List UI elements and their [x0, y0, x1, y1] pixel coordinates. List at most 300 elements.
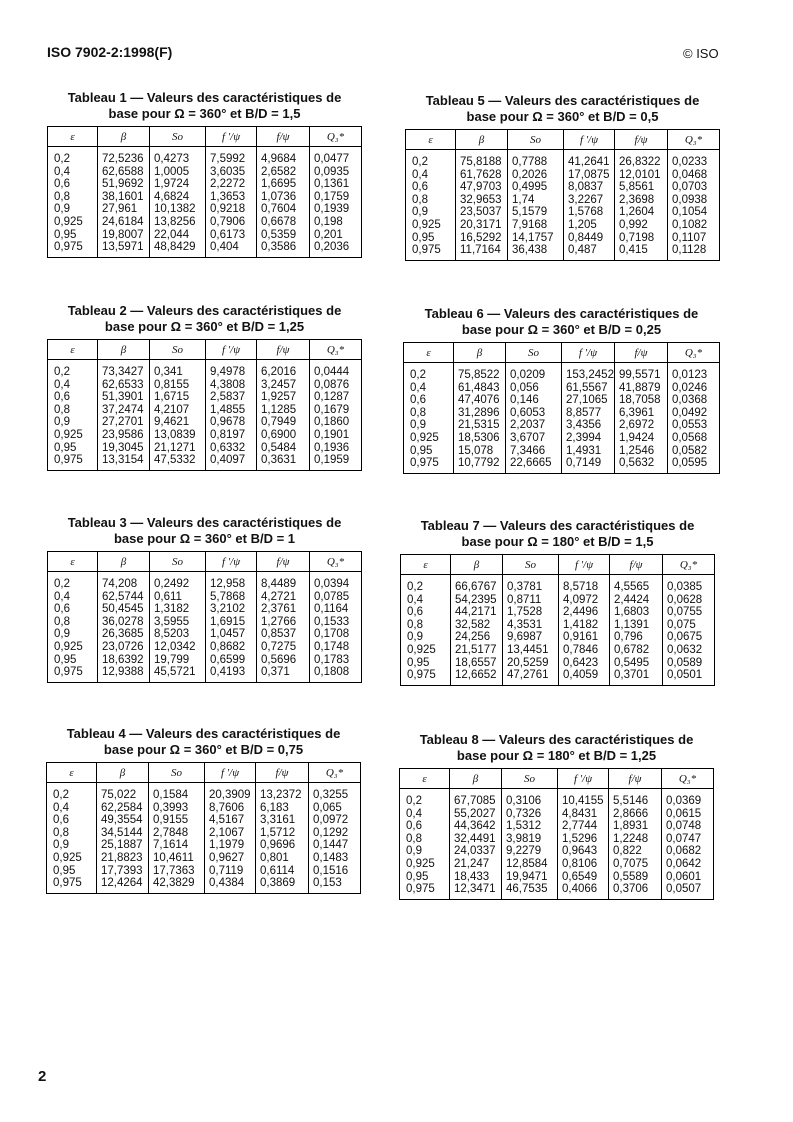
table-cell: 0,992	[615, 219, 668, 232]
table-cell: 0,7788	[508, 150, 564, 169]
table-cell: 2,3698	[615, 194, 668, 207]
table-cell: 46,7535	[502, 883, 558, 899]
column-header: f ′/ψ	[562, 343, 615, 363]
table-cell: 1,2546	[614, 445, 667, 458]
table-cell: 47,2761	[503, 669, 559, 685]
table-cell: 0,198	[310, 216, 362, 229]
column-header: f ′/ψ	[564, 130, 615, 150]
table-cell: 18,6557	[451, 657, 503, 670]
table-row	[48, 166, 362, 179]
table-cell: 0,1959	[310, 454, 362, 470]
table-cell: 17,7393	[97, 865, 149, 878]
column-header: β	[98, 340, 150, 360]
table-cell: 0,0582	[667, 445, 719, 458]
table-cell: 0,6	[48, 178, 98, 191]
table-row	[401, 657, 715, 670]
table-cell: 0,4384	[205, 877, 256, 893]
table-header-row	[401, 555, 715, 575]
table-header-row	[48, 340, 362, 360]
table-cell: 0,8106	[558, 858, 609, 871]
column-header: So	[150, 552, 206, 572]
table-cell: 51,9692	[98, 178, 150, 191]
table-cell: 0,3706	[609, 883, 662, 899]
table-caption-line1: Tableau 3 — Valeurs des caractéristiques de	[67, 515, 342, 530]
column-header: β	[451, 555, 503, 575]
table-cell: 0,4	[401, 594, 451, 607]
table-cell: 0,3631	[257, 454, 310, 470]
table-cell: 0,0568	[667, 432, 719, 445]
table-cell: 1,5768	[564, 206, 615, 219]
table-cell: 9,6987	[503, 631, 559, 644]
table-cell: 0,0492	[667, 407, 719, 420]
table-cell: 0,7149	[562, 457, 615, 473]
table-cell: 1,5296	[558, 833, 609, 846]
table-cell: 13,8256	[150, 216, 206, 229]
column-header: β	[98, 552, 150, 572]
table-row	[406, 150, 720, 169]
table-cell: 0,0938	[668, 194, 720, 207]
table-cell: 12,6652	[451, 669, 503, 685]
table-cell: 23,5037	[456, 206, 508, 219]
column-header: Q₃*	[310, 127, 362, 147]
table-cell: 0,9696	[256, 839, 309, 852]
table-caption-line1: Tableau 5 — Valeurs des caractéristiques de	[425, 93, 700, 108]
table-cell: 22,044	[150, 229, 206, 242]
table-block	[403, 306, 720, 474]
table-header-row	[400, 769, 714, 789]
table-cell: 0,8	[404, 407, 454, 420]
data-table	[399, 768, 714, 900]
table-cell: 66,6767	[451, 575, 503, 594]
table-row	[48, 628, 362, 641]
table-cell: 23,9586	[98, 429, 150, 442]
table-row	[404, 382, 720, 395]
table-cell: 1,0457	[206, 628, 257, 641]
table-cell: 0,0755	[663, 606, 715, 619]
column-header: Q₃*	[662, 769, 714, 789]
table-cell: 32,9653	[456, 194, 508, 207]
table-cell: 0,0233	[668, 150, 720, 169]
table-cell: 0,8	[47, 827, 97, 840]
table-cell: 0,4	[48, 591, 98, 604]
table-cell: 0,1533	[310, 616, 362, 629]
table-cell: 0,3701	[610, 669, 663, 685]
column-header: So	[150, 127, 206, 147]
table-cell: 3,6035	[206, 166, 257, 179]
table-cell: 61,4843	[454, 382, 506, 395]
table-cell: 0,0748	[662, 820, 714, 833]
table-cell: 2,2272	[206, 178, 257, 191]
table-cell: 0,925	[400, 858, 450, 871]
table-cell: 0,4	[47, 802, 97, 815]
table-cell: 19,3045	[98, 442, 150, 455]
table-cell: 0,0369	[662, 789, 714, 808]
table-cell: 0,415	[615, 244, 668, 260]
table-row	[47, 852, 361, 865]
table-cell: 3,6707	[506, 432, 562, 445]
table-cell: 0,6	[406, 181, 456, 194]
table-cell: 0,3106	[502, 789, 558, 808]
column-header: f/ψ	[614, 343, 667, 363]
table-cell: 2,1067	[205, 827, 256, 840]
table-cell: 1,4855	[206, 404, 257, 417]
table-cell: 0,075	[663, 619, 715, 632]
table-cell: 1,1979	[205, 839, 256, 852]
table-cell: 5,5146	[609, 789, 662, 808]
table-row	[401, 669, 715, 685]
table-cell: 0,822	[609, 845, 662, 858]
table-cell: 0,1901	[310, 429, 362, 442]
table-cell: 0,0876	[310, 379, 362, 392]
table-cell: 8,5718	[559, 575, 610, 594]
table-cell: 19,9471	[502, 871, 558, 884]
table-row	[404, 394, 720, 407]
table-cell: 1,6715	[150, 391, 206, 404]
table-cell: 0,7075	[609, 858, 662, 871]
table-header-row	[47, 763, 361, 783]
table-cell: 50,4545	[98, 603, 150, 616]
table-cell: 0,056	[506, 382, 562, 395]
table-cell: 26,3685	[98, 628, 150, 641]
table-cell: 51,3901	[98, 391, 150, 404]
table-cell: 2,3761	[257, 603, 310, 616]
table-caption	[403, 306, 720, 338]
table-row	[400, 789, 714, 808]
table-cell: 0,7275	[257, 641, 310, 654]
table-cell: 0,4995	[508, 181, 564, 194]
table-row	[48, 641, 362, 654]
table-cell: 44,2171	[451, 606, 503, 619]
table-cell: 4,0972	[559, 594, 610, 607]
table-cell: 8,5203	[150, 628, 206, 641]
table-cell: 0,0394	[310, 572, 362, 591]
table-cell: 0,8	[401, 619, 451, 632]
table-cell: 1,205	[564, 219, 615, 232]
table-cell: 55,2027	[450, 808, 502, 821]
table-cell: 0,925	[47, 852, 97, 865]
table-cell: 2,6972	[614, 419, 667, 432]
table-cell: 4,5565	[610, 575, 663, 594]
table-cell: 0,2	[48, 147, 98, 166]
table-caption-line1: Tableau 1 — Valeurs des caractéristiques de	[67, 90, 342, 105]
table-cell: 12,0342	[150, 641, 206, 654]
table-cell: 0,065	[309, 802, 361, 815]
table-row	[47, 802, 361, 815]
table-cell: 36,0278	[98, 616, 150, 629]
table-cell: 13,5971	[98, 241, 150, 257]
table-cell: 0,6173	[206, 229, 257, 242]
table-caption	[400, 518, 715, 550]
table-cell: 2,5837	[206, 391, 257, 404]
table-cell: 0,95	[48, 442, 98, 455]
table-cell: 0,0628	[663, 594, 715, 607]
table-cell: 0,95	[400, 871, 450, 884]
table-cell: 0,9678	[206, 416, 257, 429]
table-caption-line2: base pour Ω = 360° et B/D = 1	[113, 531, 296, 546]
document-reference: ISO 7902-2:1998(F)	[47, 44, 173, 60]
table-cell: 6,183	[256, 802, 309, 815]
data-table	[405, 129, 720, 261]
table-cell: 24,0337	[450, 845, 502, 858]
table-cell: 0,975	[404, 457, 454, 473]
table-cell: 6,2016	[257, 360, 310, 379]
table-cell: 0,611	[150, 591, 206, 604]
table-header-row	[48, 127, 362, 147]
table-cell: 38,1601	[98, 191, 150, 204]
table-cell: 1,7528	[503, 606, 559, 619]
table-cell: 0,0747	[662, 833, 714, 846]
table-cell: 12,0101	[615, 169, 668, 182]
table-cell: 0,8537	[257, 628, 310, 641]
column-header: ε	[48, 340, 98, 360]
table-block	[47, 515, 362, 683]
table-cell: 7,1614	[149, 839, 205, 852]
table-cell: 45,5721	[150, 666, 206, 682]
table-cell: 0,0632	[663, 644, 715, 657]
table-row	[400, 858, 714, 871]
table-cell: 0,6599	[206, 654, 257, 667]
table-cell: 0,2	[404, 363, 454, 382]
table-cell: 5,1579	[508, 206, 564, 219]
table-caption-line2: base pour Ω = 360° et B/D = 0,25	[461, 322, 662, 337]
table-cell: 0,6900	[257, 429, 310, 442]
table-cell: 0,1759	[310, 191, 362, 204]
table-cell: 4,2721	[257, 591, 310, 604]
column-header: ε	[401, 555, 451, 575]
table-cell: 41,8879	[614, 382, 667, 395]
table-block	[47, 90, 362, 258]
table-cell: 0,95	[401, 657, 451, 670]
column-header: f/ψ	[256, 763, 309, 783]
table-cell: 12,8584	[502, 858, 558, 871]
table-cell: 0,0468	[668, 169, 720, 182]
table-cell: 7,5992	[206, 147, 257, 166]
table-cell: 0,1808	[310, 666, 362, 682]
table-cell: 75,8188	[456, 150, 508, 169]
table-cell: 25,1887	[97, 839, 149, 852]
table-cell: 62,5744	[98, 591, 150, 604]
table-cell: 0,0589	[663, 657, 715, 670]
table-cell: 0,404	[206, 241, 257, 257]
column-header: So	[503, 555, 559, 575]
table-cell: 0,2	[401, 575, 451, 594]
table-cell: 61,7628	[456, 169, 508, 182]
table-cell: 0,487	[564, 244, 615, 260]
table-cell: 1,9424	[614, 432, 667, 445]
table-cell: 0,4	[48, 379, 98, 392]
table-cell: 0,9	[48, 203, 98, 216]
table-cell: 0,975	[48, 666, 98, 682]
table-row	[48, 654, 362, 667]
table-cell: 0,153	[309, 877, 361, 893]
column-header: Q₃*	[310, 552, 362, 572]
table-row	[406, 244, 720, 260]
table-cell: 26,8322	[615, 150, 668, 169]
table-cell: 1,0736	[257, 191, 310, 204]
table-cell: 1,6695	[257, 178, 310, 191]
table-cell: 0,9	[47, 839, 97, 852]
column-header: ε	[48, 127, 98, 147]
table-cell: 1,9724	[150, 178, 206, 191]
table-row	[401, 644, 715, 657]
table-cell: 47,9703	[456, 181, 508, 194]
table-cell: 1,4182	[559, 619, 610, 632]
table-cell: 0,9	[400, 845, 450, 858]
table-cell: 0,9	[406, 206, 456, 219]
table-row	[48, 360, 362, 379]
table-cell: 18,6392	[98, 654, 150, 667]
table-cell: 0,8	[48, 404, 98, 417]
table-cell: 0,1483	[309, 852, 361, 865]
table-cell: 22,6665	[506, 457, 562, 473]
table-cell: 0,7119	[205, 865, 256, 878]
table-cell: 0,5495	[610, 657, 663, 670]
table-cell: 0,0972	[309, 814, 361, 827]
table-cell: 0,0477	[310, 147, 362, 166]
table-cell: 27,1065	[562, 394, 615, 407]
table-cell: 153,2452	[562, 363, 615, 382]
data-table	[403, 342, 720, 474]
table-cell: 0,0785	[310, 591, 362, 604]
data-table	[47, 551, 362, 683]
table-cell: 0,95	[406, 232, 456, 245]
table-cell: 21,247	[450, 858, 502, 871]
table-cell: 0,1679	[310, 404, 362, 417]
table-caption	[47, 515, 362, 547]
table-cell: 0,6678	[257, 216, 310, 229]
table-cell: 0,0595	[667, 457, 719, 473]
table-cell: 0,6332	[206, 442, 257, 455]
table-cell: 11,7164	[456, 244, 508, 260]
table-row	[404, 363, 720, 382]
table-cell: 0,1054	[668, 206, 720, 219]
table-row	[404, 457, 720, 473]
table-cell: 3,4356	[562, 419, 615, 432]
table-cell: 0,925	[404, 432, 454, 445]
table-cell: 0,341	[150, 360, 206, 379]
table-cell: 0,1584	[149, 783, 205, 802]
table-cell: 0,0615	[662, 808, 714, 821]
table-cell: 12,9388	[98, 666, 150, 682]
table-cell: 0,1936	[310, 442, 362, 455]
table-cell: 2,4424	[610, 594, 663, 607]
table-cell: 62,6533	[98, 379, 150, 392]
table-row	[47, 865, 361, 878]
column-header: f/ψ	[609, 769, 662, 789]
table-row	[400, 820, 714, 833]
table-cell: 3,3161	[256, 814, 309, 827]
table-row	[404, 432, 720, 445]
table-cell: 17,0875	[564, 169, 615, 182]
table-block	[405, 93, 720, 261]
table-cell: 1,2248	[609, 833, 662, 846]
table-cell: 0,9	[404, 419, 454, 432]
table-cell: 0,6	[400, 820, 450, 833]
table-row	[48, 666, 362, 682]
table-caption	[405, 93, 720, 125]
table-cell: 67,7085	[450, 789, 502, 808]
table-cell: 1,4931	[562, 445, 615, 458]
table-row	[47, 827, 361, 840]
table-cell: 12,4264	[97, 877, 149, 893]
table-cell: 13,4451	[503, 644, 559, 657]
table-cell: 0,5589	[609, 871, 662, 884]
table-cell: 7,9168	[508, 219, 564, 232]
table-caption	[47, 303, 362, 335]
table-cell: 0,925	[401, 644, 451, 657]
table-row	[48, 454, 362, 470]
table-row	[48, 416, 362, 429]
table-cell: 0,0123	[667, 363, 719, 382]
table-cell: 0,0675	[663, 631, 715, 644]
column-header: Q₃*	[663, 555, 715, 575]
table-block	[46, 726, 361, 894]
table-cell: 74,208	[98, 572, 150, 591]
table-cell: 3,2457	[257, 379, 310, 392]
table-cell: 0,9627	[205, 852, 256, 865]
table-cell: 0,5359	[257, 229, 310, 242]
table-cell: 0,8449	[564, 232, 615, 245]
table-cell: 8,7606	[205, 802, 256, 815]
table-row	[47, 814, 361, 827]
data-table	[46, 762, 361, 894]
table-cell: 3,2267	[564, 194, 615, 207]
table-cell: 0,975	[48, 241, 98, 257]
table-block	[399, 732, 714, 900]
table-row	[48, 391, 362, 404]
table-cell: 20,5259	[503, 657, 559, 670]
column-header: β	[450, 769, 502, 789]
table-cell: 3,9819	[502, 833, 558, 846]
table-cell: 0,6	[401, 606, 451, 619]
table-cell: 41,2641	[564, 150, 615, 169]
table-row	[400, 808, 714, 821]
table-cell: 0,8711	[503, 594, 559, 607]
table-cell: 0,4	[404, 382, 454, 395]
table-cell: 0,975	[406, 244, 456, 260]
table-cell: 0,4273	[150, 147, 206, 166]
table-cell: 0,0444	[310, 360, 362, 379]
table-row	[401, 575, 715, 594]
column-header: f/ψ	[610, 555, 663, 575]
table-cell: 24,6184	[98, 216, 150, 229]
table-cell: 13,3154	[98, 454, 150, 470]
table-row	[406, 206, 720, 219]
table-cell: 0,801	[256, 852, 309, 865]
table-cell: 10,4611	[149, 852, 205, 865]
table-header-row	[48, 552, 362, 572]
table-cell: 0,4097	[206, 454, 257, 470]
table-cell: 36,438	[508, 244, 564, 260]
table-cell: 62,2584	[97, 802, 149, 815]
table-cell: 0,9155	[149, 814, 205, 827]
table-cell: 0,1292	[309, 827, 361, 840]
table-cell: 0,6782	[610, 644, 663, 657]
column-header: ε	[406, 130, 456, 150]
column-header: β	[454, 343, 506, 363]
table-cell: 17,7363	[149, 865, 205, 878]
table-cell: 0,371	[257, 666, 310, 682]
table-cell: 10,7792	[454, 457, 506, 473]
table-cell: 0,975	[48, 454, 98, 470]
table-cell: 0,1107	[668, 232, 720, 245]
table-cell: 44,3642	[450, 820, 502, 833]
table-cell: 0,2026	[508, 169, 564, 182]
table-cell: 0,4066	[558, 883, 609, 899]
table-cell: 21,5315	[454, 419, 506, 432]
table-cell: 0,8	[406, 194, 456, 207]
table-cell: 0,925	[406, 219, 456, 232]
